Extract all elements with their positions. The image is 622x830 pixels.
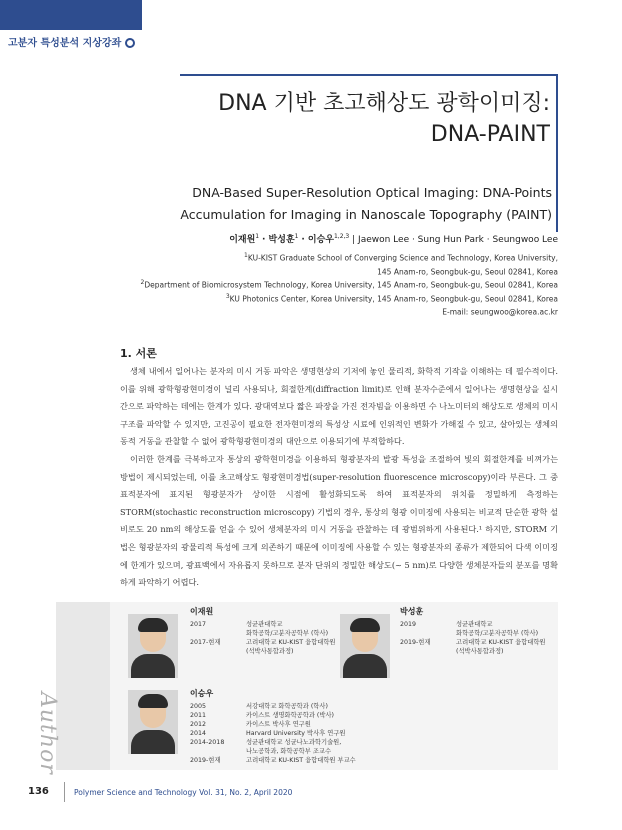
title-english bbox=[160, 182, 552, 226]
author-1-sup: 1 bbox=[255, 233, 260, 240]
author-name: 이재원 bbox=[190, 607, 214, 616]
author-photo bbox=[128, 690, 178, 754]
author-line bbox=[160, 232, 558, 245]
author-tag-label: Author bbox=[35, 692, 60, 775]
author-tag bbox=[35, 602, 110, 775]
footer-divider bbox=[64, 782, 65, 802]
author-3: · 이승우 bbox=[301, 235, 334, 245]
affiliation-line: $^3$KU Photonics Center, Korea University, 145 Anam-ro, Seongbuk-gu, Seoul 02841, Korea bbox=[225, 292, 558, 303]
title-english-line2: Accumulation for Imaging in Nanoscale Topography (PAINT) bbox=[180, 207, 552, 222]
author-cv: 2005 서강대학교 화학공학과 (학사) 2011 카이스트 생명화학공학과 (박사) 2012 카이스트 박사후 연구원 2014 Harvard University 박사후 연구원 2014-2018 성균관대학교 성균나노과학기술원, 나노공학과, 화학공학부 조교수 2019-현재 고려대학교 KU-KIST 융합대학원 부교수 bbox=[190, 703, 356, 764]
affiliations bbox=[100, 250, 558, 318]
section-heading: 1. 서론 bbox=[120, 347, 157, 360]
top-color-band bbox=[0, 0, 142, 30]
author-name: 박성훈 bbox=[400, 607, 424, 616]
affiliation-line: 145 Anam-ro, Seongbuk-gu, Seoul 02841, Korea bbox=[377, 267, 558, 276]
author-1: 이재원 bbox=[229, 235, 256, 245]
author-2-sup: 1 bbox=[294, 233, 299, 240]
section-label: 고분자 특성분석 지상강좌 bbox=[8, 34, 135, 49]
author-cv: 2017 성균관대학교 화학공학/고분자공학부 (학사) 2017-현재 고려대학교 KU-KIST 융합대학원 (석박사통합과정) bbox=[190, 621, 336, 655]
author-cv: 2019 성균관대학교 화학공학/고분자공학부 (학사) 2019-현재 고려대학교 KU-KIST 융합대학원 (석박사통합과정) bbox=[400, 621, 546, 655]
author-3-sup: 1,2,3 bbox=[333, 233, 350, 240]
journal-info: Polymer Science and Technology Vol. 31, No. 2, April 2020 bbox=[74, 788, 293, 797]
affiliation-line: $^2$Department of Biomicrosystem Technology, Korea University, 145 Anam-ro, Seongbuk-gu, Seoul 02841, Korea bbox=[140, 279, 558, 290]
author-photo bbox=[340, 614, 390, 678]
authors-english: | Jaewon Lee · Sung Hun Park · Seungwoo Lee bbox=[352, 235, 558, 245]
body-text bbox=[120, 363, 558, 592]
affiliation-line: $^1$KU-KIST Graduate School of Converging Science and Technology, Korea University, bbox=[244, 252, 558, 263]
email-line: E-mail: seungwoo@korea.ac.kr bbox=[442, 307, 558, 317]
paragraph: 이러한 한계를 극복하고자 통상의 광학현미경을 이용하되 형광분자의 발광 특성을 조절하여 빛의 회절한계를 비껴가는 방법이 제시되었는데, 이를 초고해상도 형광현미경법(super-resolution fluorescence microscopy)이라 부른다. 그 중 표적분자에 표지된 형광분자가 상이한 시점에 활성화되도록 하여 표적분자의 위치를 정밀하게 측정하는 STORM(stochastic reconstruction microscopy) 기법의 경우, 통상의 형광 이미징에 사용되는 비교적 단순한 광학 설비로도 20 nm의 해상도를 얻을 수 있어 생체분자의 미시 거동을 관찰하는 데 광범위하게 사용된다.¹ 하지만, STORM 기법은 형광분자의 광물리적 특성에 크게 의존하기 때문에 이미징에 사용할 수 있는 형광분자의 종류가 제한되어 다색 이미징에 한계가 있으며, 광표백에서 자유롭지 못하므로 분자 단위의 정밀한 해상도(~ 5 nm)로 다양한 생체분자들의 분포를 명확하게 파악하기 어렵다. bbox=[120, 453, 558, 588]
author-2: · 박성훈 bbox=[262, 235, 295, 245]
title-korean-line2: DNA-PAINT bbox=[430, 122, 550, 147]
circle-icon bbox=[125, 38, 135, 48]
title-korean-line1: DNA 기반 초고해상도 광학이미징: bbox=[218, 91, 550, 116]
title-korean bbox=[190, 88, 550, 150]
paragraph: 생체 내에서 일어나는 분자의 미시 거동 파악은 생명현상의 기저에 놓인 물리적, 화학적 기작을 이해하는 데 필수적이다. 이를 위해 광학형광현미경이 널리 사용되나, 회절한계(diffraction limit)로 인해 분자수준에서 일어나는 생명현상을 실시간으로 파악하는 데에는 한계가 있다. 광대역보다 짧은 파장을 가진 전자빔을 이용하면 수 나노미터의 해상도로 생체의 미시구조를 파악할 수 있지만, 고진공이 필요한 전자현미경의 특성상 시료에 인위적인 변화가 가해질 수 있고, 살아있는 생체의 동적 거동을 관찰할 수 없어 광학형광현미경의 대안으로 이용되기에 부적합하다. bbox=[120, 366, 558, 447]
page-number: 136 bbox=[28, 786, 49, 797]
title-english-line1: DNA-Based Super-Resolution Optical Imaging: DNA-Points bbox=[192, 185, 552, 200]
author-name: 이승우 bbox=[190, 689, 214, 698]
author-photo bbox=[128, 614, 178, 678]
